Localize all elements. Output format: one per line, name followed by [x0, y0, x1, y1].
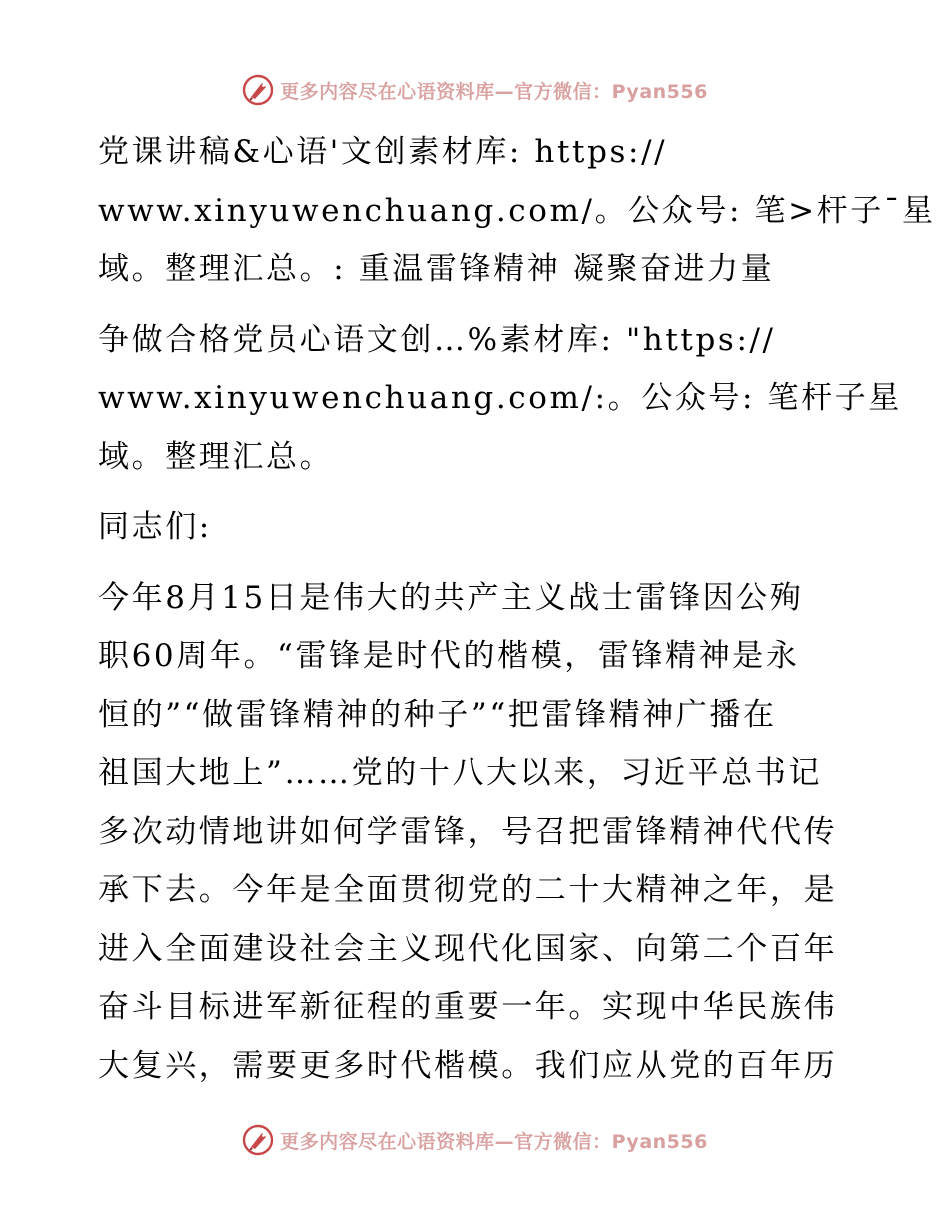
text-line: 域。整理汇总。 [98, 438, 334, 475]
banner-text: 更多内容尽在心语资料库—官方微信：Pyan556 [280, 1130, 708, 1153]
text-line: 承下去。今年是全面贯彻党的二十大精神之年，是 [98, 872, 838, 908]
paragraph-greeting [98, 498, 858, 557]
text-line: www.xinyuwenchuang.com/:。公众号: 笔杆子星 [98, 380, 902, 416]
text-line: 多次动情地讲如何学雷锋，号召把雷锋精神代代传 [98, 813, 838, 850]
text-line: 域。整理汇总。: 重温雷锋精神 凝聚奋进力量 [98, 251, 775, 287]
header-banner [0, 72, 950, 108]
text-line: 争做合格党员心语文创…%素材库: "https:// [98, 321, 776, 358]
banner-text: 更多内容尽在心语资料库—官方微信：Pyan556 [280, 80, 708, 103]
text-line: 恒的”“做雷锋精神的种子”“把雷锋精神广播在 [98, 696, 777, 733]
text-line: www.xinyuwenchuang.com/。公众号: 笔>杆子¯星 [98, 192, 936, 229]
paragraph-body [98, 569, 858, 1096]
text-line: 职60周年。“雷锋是时代的楷模，雷锋精神是永 [98, 638, 800, 674]
paragraph-intro-1 [98, 123, 936, 299]
pen-nib-logo-icon [242, 1124, 274, 1156]
text-line: 党课讲稿&心语'文创素材库: https:// [98, 134, 668, 170]
text-line: 大复兴，需要更多时代楷模。我们应从党的百年历 [98, 1047, 838, 1084]
text-line: 祖国大地上”……党的十八大以来，习近平总书记 [98, 755, 823, 791]
text-line: 进入全面建设社会主义现代化国家、向第二个百年 [98, 930, 838, 967]
paragraph-intro-2 [98, 311, 902, 487]
document-body [98, 123, 936, 1095]
text-line: 同志们: [98, 509, 212, 545]
text-line: 奋斗目标进军新征程的重要一年。实现中华民族伟 [98, 989, 838, 1025]
pen-nib-logo-icon [242, 74, 274, 106]
text-line: 今年8月15日是伟大的共产主义战士雷锋因公殉 [98, 579, 804, 616]
footer-banner [0, 1122, 950, 1158]
